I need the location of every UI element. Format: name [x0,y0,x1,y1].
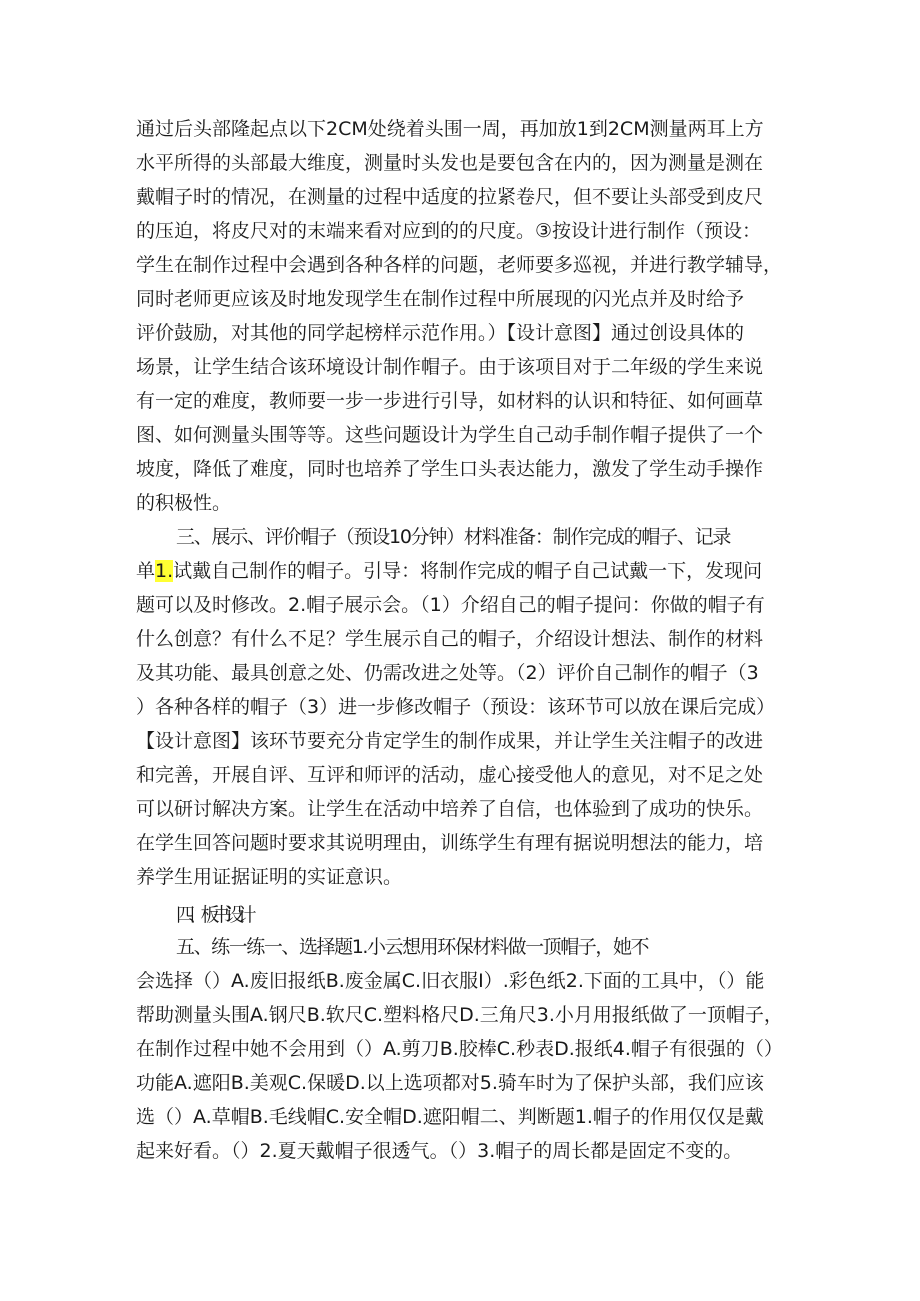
body-line: 功能A.遮阳B.美观C.保暖D.以上选项都对5.骑车时为了保护头部，我们应该 [136,1072,764,1094]
body-line: 评价鼓励，对其他的同学起榜样示范作用。）【设计意图】通过创设具体的 [136,322,745,344]
body-line: 及其功能、最具创意之处、仍需改进之处等。（2）评价自己制作的帽子（3 [136,662,759,684]
body-line: 水平所得的头部最大维度，测量时头发也是要包含在内的，因为测量是测在 [136,152,764,174]
body-line: ）各种各样的帽子（3）进一步修改帽子（预设：该环节可以放在课后完成） [136,696,776,718]
body-line: 什么创意？有什么不足？学生展示自己的帽子，介绍设计想法、制作的材料 [136,628,764,650]
body-line: 养学生用证据证明的实证意识。 [136,866,403,888]
body-line: 坡度，降低了难度，同时也培养了学生口头表达能力，激发了学生动手操作 [136,458,764,480]
body-line: 【设计意图】该环节要充分肯定学生的制作成果，并让学生关注帽子的改进 [136,730,764,752]
body-line: 的压迫，将皮尺对的末端来看对应到的的尺度。③按设计进行制作（预设： [136,220,762,242]
section-heading-exercise: 五、练一练一、选择题1.小云想用环保材料做一顶帽子，她不 [176,936,649,958]
body-line: 题可以及时修改。2.帽子展示会。（1）介绍自己的帽子提问：你做的帽子有 [136,594,765,616]
body-line: 戴帽子时的情况，在测量的过程中适度的拉紧卷尺，但不要让头部受到皮尺 [136,186,764,208]
body-line: 的积极性。 [136,492,232,514]
body-line: 图、如何测量头围等等。这些问题设计为学生自己动手制作帽子提供了一个 [136,424,764,446]
body-line: 在学生回答问题时要求其说明理由，训练学生有理有据说明想法的能力，培 [136,832,764,854]
body-line: 起来好看。（）2.夏天戴帽子很透气。（）3.帽子的周长都是固定不变的。 [136,1140,743,1162]
body-line: 场景，让学生结合该环境设计制作帽子。由于该项目对于二年级的学生来说 [136,356,764,378]
section-heading-board: 四、板书设计 [176,904,250,926]
section-heading-display: 三、展示、评价帽子（预设10分钟）材料准备：制作完成的帽子、记录 [176,526,731,548]
highlight-mark: 1. [155,560,174,582]
line-prefix: 单 [136,560,156,582]
body-line-highlighted [136,554,796,588]
body-line: 通过后头部隆起点以下2CM处绕着头围一周，再加放1到2CM测量两耳上方 [136,118,764,140]
body-line: 帮助测量头围A.钢尺B.软尺C.塑料格尺D.三角尺3.小月用报纸做了一顶帽子， [136,1004,783,1026]
body-line: 可以研讨解决方案。让学生在活动中培养了自信，也体验到了成功的快乐。 [136,798,764,820]
body-line: 在制作过程中她不会用到（）A.剪刀B.胶棒C.秒表D.报纸4.帽子有很强的（） [136,1038,783,1060]
body-line: 有一定的难度，教师要一步一步进行引导，如材料的认识和特征、如何画草 [136,390,764,412]
body-line: 会选择（）A.废旧报纸B.废金属C.旧衣服I）.彩色纸2.下面的工具中，（）能 [136,970,765,992]
line-rest: 试戴自己制作的帽子。引导：将制作完成的帽子自己试戴一下，发现问 [173,560,763,582]
body-line: 同时老师更应该及时地发现学生在制作过程中所展现的闪光点并及时给予 [136,288,745,310]
body-line: 和完善，开展自评、互评和师评的活动，虚心接受他人的意见，对不足之处 [136,764,764,786]
body-line: 学生在制作过程中会遇到各种各样的问题，老师要多巡视，并进行教学辅导， [136,254,783,276]
body-line: 选（）A.草帽B.毛线帽C.安全帽D.遮阳帽二、判断题1.帽子的作用仅仅是戴 [136,1106,764,1128]
